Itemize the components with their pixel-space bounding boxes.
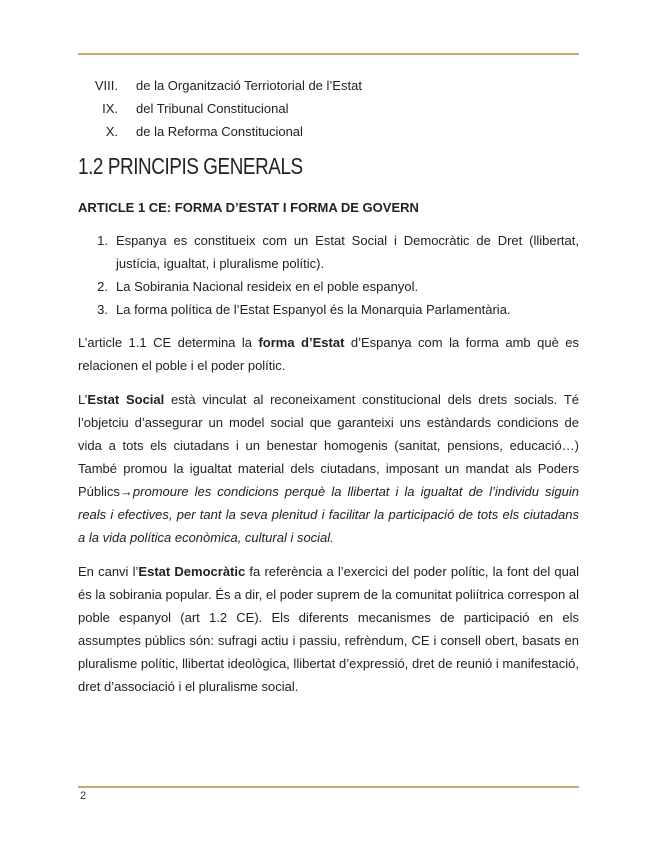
paragraph-text: L’ <box>78 392 88 407</box>
list-item-number: 2. <box>97 279 108 294</box>
list-item-text: Espanya es constitueix com un Estat Social i Democràtic de Dret (llibertat, justícia, igualtat, i pluralisme polític). <box>116 233 579 271</box>
header-rule <box>78 53 579 55</box>
paragraph-text: L’article 1.1 CE determina la <box>78 335 259 350</box>
footer-rule <box>78 786 579 788</box>
article-heading: ARTICLE 1 CE: FORMA D’ESTAT I FORMA DE GOVERN <box>78 200 419 215</box>
paragraph-forma-estat <box>78 331 579 377</box>
list-item <box>78 74 579 97</box>
list-item <box>78 275 579 298</box>
list-item-text: de la Organització Terriotorial de l’Estat <box>136 78 362 93</box>
list-item-number: X. <box>105 124 118 139</box>
paragraph-estat-social <box>78 388 579 549</box>
list-item-text: La Sobirania Nacional resideix en el poble espanyol. <box>116 279 419 294</box>
roman-list <box>78 74 579 143</box>
paragraph-estat-democratic <box>78 560 579 698</box>
list-item <box>78 120 579 143</box>
list-item-number: 1. <box>97 233 108 248</box>
article-items <box>78 229 579 321</box>
page-number: 2 <box>80 790 87 802</box>
list-item-number: 3. <box>97 302 108 317</box>
paragraph-text: està vinculat al reconeixament constitucional dels drets socials. Té l’objetciu d’assegurar un model social que garanteixi uns estàndards condicions de vida a tots els ciutadans i un benestar homogenis (sanitat, pensions, educació…) També promou la igualtat material dels ciutadans, imposant un mandat als Poders Públics→ <box>78 392 580 499</box>
paragraph-bold-term: forma d’Estat <box>258 335 345 350</box>
paragraph-italic-text: promoure les condicions perquè la llibertat i la igualtat de l’individu siguin reals i efectives, per tant la seva plenitud i facilitar la participació de tots els ciutadans a la vida política econòmica, cultural i social. <box>78 484 579 545</box>
paragraph-text: En canvi l’ <box>78 564 139 579</box>
section-title: 1.2 PRINCIPIS GENERALS <box>78 153 303 179</box>
list-item <box>78 229 579 275</box>
list-item-text: de la Reforma Constitucional <box>136 124 303 139</box>
list-item-text: del Tribunal Constitucional <box>136 101 289 116</box>
paragraph-text: d’Espanya com la forma amb què es relacionen el poble i el poder polític. <box>78 335 579 373</box>
paragraph-bold-term: Estat Democràtic <box>138 564 246 579</box>
list-item-number: IX. <box>102 101 118 116</box>
list-item-text: La forma política de l’Estat Espanyol és la Monarquia Parlamentària. <box>116 302 511 317</box>
list-item <box>78 298 579 321</box>
paragraph-bold-term: Estat Social <box>87 392 165 407</box>
paragraph-text: fa referència a l’exercici del poder polític, la font del qual és la sobirania popular. És a dir, el poder suprem de la comunitat poliítrica correspon al poble espanyol (art 1.2 CE). Els diferents mecanismes de participació en els assumptes públics són: sufragi actiu i passiu, refrèndum, CE i consell obert, basats en pluralisme polític, llibertat ideològica, llibertat d’expressió, dret de reunió i manifestació, dret d’associació i el pluralisme social. <box>78 564 579 694</box>
list-item <box>78 97 579 120</box>
page-content <box>78 74 579 709</box>
list-item-number: VIII. <box>94 78 118 93</box>
